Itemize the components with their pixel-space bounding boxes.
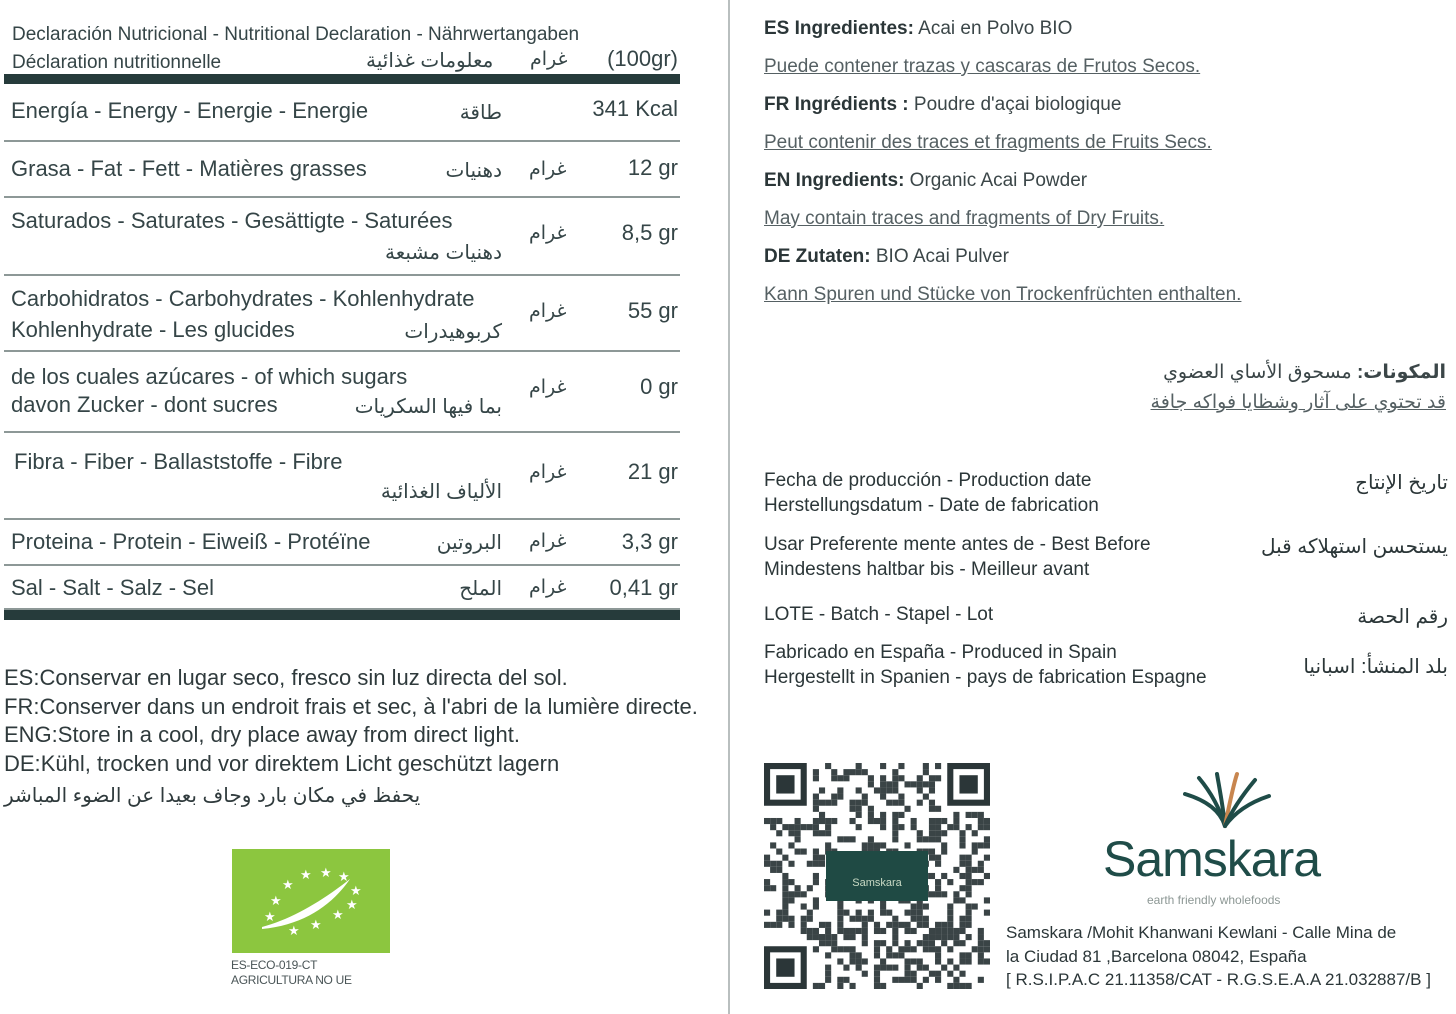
storage-ar: يحفظ في مكان بارد وجاف بعيدا عن الضوء المباشر	[4, 785, 421, 807]
column-divider	[728, 0, 730, 1014]
ingredients-label: ES Ingredientes:	[764, 18, 914, 39]
ingredients-label: FR Ingrédients :	[764, 94, 909, 115]
svg-text:★: ★	[264, 910, 276, 925]
row-value: 21 gr	[627, 459, 678, 484]
date-label-2: Herstellungsdatum - Date de fabrication	[764, 495, 1099, 516]
row-unit-ar: غرام	[529, 462, 567, 483]
svg-text:★: ★	[282, 878, 294, 893]
registration-line: [ R.S.I.P.A.C 21.11358/CAT - R.G.S.E.A.A 21.032887/B ]	[1006, 970, 1431, 989]
nutrition-row-fiber	[4, 433, 680, 520]
row-label-ar: الملح	[459, 578, 502, 600]
storage-text: Kühl, trocken und vor direktem Licht geschützt lagern	[40, 750, 560, 776]
nutrition-row-salt	[4, 566, 680, 610]
allergen-ar: قد تحتوي على آثار وشظايا فواكه جافة	[1150, 392, 1446, 413]
bottom-divider	[4, 610, 680, 620]
date-label: LOTE - Batch - Stapel - Lot	[764, 604, 994, 625]
row-value: 8,5 gr	[621, 220, 678, 245]
storage-de	[4, 750, 719, 779]
date-label: Usar Preferente mente antes de - Best Before	[764, 534, 1151, 555]
eu-organic-code	[231, 958, 352, 988]
ingredients-fr	[764, 92, 1454, 130]
ingredients-ar-line	[1026, 358, 1446, 388]
row-label: Carbohidratos - Carbohydrates - Kohlenhydrate	[11, 286, 475, 311]
storage-text: Conserver dans un endroit frais et sec, à l'abri de la lumière directe.	[39, 693, 698, 719]
svg-text:★: ★	[270, 894, 282, 909]
row-label-2: davon Zucker - dont sucres	[11, 392, 278, 417]
allergen-en: May contain traces and fragments of Dry Fruits.	[764, 208, 1165, 229]
lang-prefix: DE:	[4, 750, 41, 776]
ingredients-text: Acai en Polvo BIO	[913, 18, 1073, 39]
ingredients-ar	[1026, 358, 1446, 418]
row-unit-ar: غرام	[529, 159, 567, 180]
date-label: Fabricado en España - Produced in Spain	[764, 642, 1117, 663]
ingredients-label: DE Zutaten:	[764, 246, 871, 267]
nutrition-row-protein	[4, 520, 680, 566]
date-label-ar: بلد المنشأ: اسبانيا	[1303, 656, 1448, 678]
row-label: Proteina - Protein - Eiweiß - Protéïne	[11, 529, 371, 554]
svg-text:★: ★	[288, 924, 300, 939]
qr-center-logo: Samskara	[826, 851, 928, 901]
row-label-ar: دهنيات مشبعة	[385, 242, 502, 264]
row-label: Grasa - Fat - Fett - Matières grasses	[11, 156, 367, 181]
best-before-row	[764, 532, 1448, 602]
row-label-ar: دهنيات	[445, 160, 502, 182]
allergen-es: Puede contener trazas y cascaras de Frutos Secos.	[764, 56, 1201, 77]
row-value: 55 gr	[627, 298, 678, 323]
row-label-ar: الألياف الغذائية	[380, 481, 502, 503]
lang-prefix: ES:	[4, 665, 40, 690]
row-label: Fibra - Fiber - Ballaststoffe - Fibre	[14, 449, 343, 474]
ingredients-en	[764, 168, 1454, 206]
storage-text: Conservar en lugar seco, fresco sin luz directa del sol.	[39, 665, 568, 690]
row-value: 341 Kcal	[592, 96, 678, 121]
nutrition-row-carbohydrates	[4, 276, 680, 352]
svg-text:★: ★	[300, 868, 312, 883]
row-value: 0 gr	[640, 374, 678, 399]
storage-text: Store in a cool, dry place away from direct light.	[57, 722, 521, 747]
nutrition-row-energy	[4, 84, 680, 142]
ingredients-text: Organic Acai Powder	[904, 170, 1088, 191]
eu-organic-leaf-icon	[232, 849, 390, 953]
row-unit-ar: غرام	[529, 577, 567, 598]
ingredients-text-ar: مسحوق الأساي العضوي	[1163, 362, 1357, 383]
production-date-row	[764, 468, 1448, 532]
svg-text:★: ★	[338, 870, 350, 885]
storage-en	[4, 721, 719, 750]
row-unit-ar: غرام	[529, 223, 567, 244]
svg-text:★: ★	[350, 884, 362, 899]
nutrition-title-fr: Déclaration nutritionnelle	[12, 52, 222, 73]
ingredients-text: BIO Acai Pulver	[870, 246, 1009, 267]
row-value: 12 gr	[627, 155, 678, 180]
origin-row	[764, 640, 1448, 696]
nutrition-header	[4, 18, 680, 74]
date-label-ar: تاريخ الإنتاج	[1355, 472, 1448, 494]
nutrition-row-sugars	[4, 352, 680, 433]
nutrition-row-fat	[4, 142, 680, 198]
brand-tagline: earth friendly wholefoods	[1147, 893, 1281, 907]
date-label-2: Mindestens haltbar bis - Meilleur avant	[764, 559, 1090, 580]
row-label-2: Kohlenhydrate - Les glucides	[11, 317, 295, 342]
row-label: Energía - Energy - Energie - Energie	[11, 98, 369, 123]
row-label: de los cuales azúcares - of which sugars	[11, 364, 408, 389]
qr-code-icon[interactable]	[764, 763, 990, 989]
nutrition-title-ar: معلومات غذائية	[366, 50, 494, 72]
nutrition-unit-ar: غرام	[530, 49, 568, 70]
nutrition-table	[4, 18, 680, 620]
row-label-ar: كربوهيدرات	[404, 321, 502, 343]
row-unit-ar: غرام	[529, 531, 567, 552]
row-unit-ar: غرام	[529, 301, 567, 322]
lang-prefix: FR:	[4, 693, 40, 719]
ingredients-label: EN Ingredients:	[764, 170, 905, 191]
row-label-ar: البروتين	[436, 532, 502, 554]
date-label: Fecha de producción - Production date	[764, 470, 1092, 491]
address-line: la Ciudad 81 ,Barcelona 08042, España	[1006, 946, 1307, 966]
row-unit-ar: غرام	[529, 377, 567, 398]
storage-instructions	[4, 664, 719, 811]
ingredients-es	[764, 16, 1454, 54]
date-label-ar: يستحسن استهلاكه قبل	[1260, 536, 1448, 558]
samskara-coral-logo-icon	[1175, 770, 1275, 830]
svg-text:★: ★	[310, 918, 322, 933]
batch-row	[764, 602, 1448, 640]
row-label: Saturados - Saturates - Gesättigte - Saturées	[11, 208, 453, 233]
nutrition-title: Declaración Nutricional - Nutritional Declaration - Nährwertangaben	[12, 24, 580, 45]
ingredients-label-ar: المكونات:	[1356, 362, 1446, 383]
brand-name: Samskara	[1103, 831, 1321, 887]
row-value: 0,41 gr	[609, 575, 678, 600]
allergen-de: Kann Spuren und Stücke von Trockenfrüchten enthalten.	[764, 284, 1242, 305]
nutrition-per-amount: (100gr)	[607, 46, 678, 71]
row-label: Sal - Salt - Salz - Sel	[11, 575, 214, 600]
ingredients-de	[764, 244, 1454, 282]
svg-text:★: ★	[332, 908, 344, 923]
top-divider	[4, 74, 680, 84]
company-address	[1006, 921, 1451, 992]
row-value: 3,3 gr	[621, 529, 678, 554]
nutrition-row-saturates	[4, 198, 680, 276]
storage-es	[4, 664, 719, 693]
row-label-ar: بما فيها السكريات	[354, 396, 502, 418]
svg-text:★: ★	[320, 866, 332, 881]
lang-prefix: ENG:	[4, 722, 58, 747]
eu-origin-line: AGRICULTURA NO UE	[231, 973, 352, 987]
ingredients-block	[764, 16, 1454, 320]
dates-block	[764, 468, 1448, 696]
address-line: Samskara /Mohit Khanwani Kewlani - Calle Mina de	[1006, 923, 1397, 942]
allergen-fr: Peut contenir des traces et fragments de Fruits Secs.	[764, 132, 1212, 153]
date-label-ar: رقم الحصة	[1357, 606, 1448, 628]
svg-text:★: ★	[346, 898, 358, 913]
eu-code-line: ES-ECO-019-CT	[231, 958, 318, 972]
storage-fr	[4, 693, 719, 722]
ingredients-text: Poudre d'açai biologique	[908, 94, 1122, 115]
date-label-2: Hergestellt in Spanien - pays de fabrication Espagne	[764, 667, 1207, 688]
row-label-ar: طاقة	[459, 102, 502, 124]
